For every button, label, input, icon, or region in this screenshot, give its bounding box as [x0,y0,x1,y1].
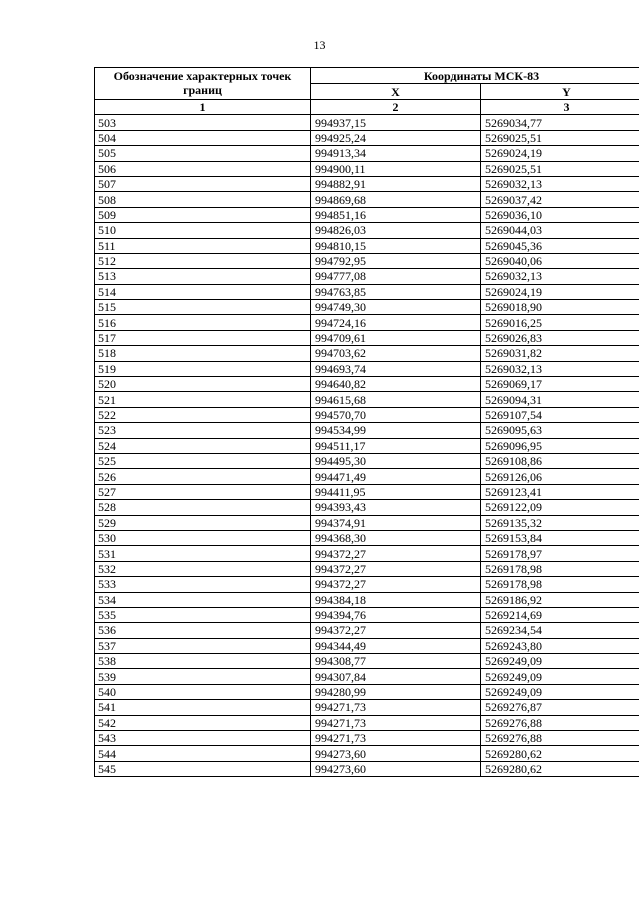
table-row [95,115,639,130]
y-coordinate-cell: 5269280,62 [481,746,639,761]
table-row [95,361,639,376]
table-row [95,407,639,422]
x-coordinate-cell: 994271,73 [311,700,481,715]
x-coordinate-cell: 994368,30 [311,530,481,545]
x-coordinate-cell: 994411,95 [311,484,481,499]
y-coordinate-cell: 5269094,31 [481,392,639,407]
point-number-cell: 506 [95,161,311,176]
point-number-cell: 518 [95,346,311,361]
column-number-3: 3 [481,100,639,115]
point-number-cell: 532 [95,561,311,576]
point-number-cell: 543 [95,731,311,746]
table-row [95,546,639,561]
table-row [95,315,639,330]
y-coordinate-cell: 5269036,10 [481,207,639,222]
table-row [95,192,639,207]
table-row [95,577,639,592]
x-coordinate-cell: 994372,27 [311,623,481,638]
table-row [95,130,639,145]
y-coordinate-cell: 5269126,06 [481,469,639,484]
y-coordinate-cell: 5269026,83 [481,330,639,345]
y-coordinate-cell: 5269045,36 [481,238,639,253]
table-row [95,392,639,407]
x-coordinate-cell: 994394,76 [311,607,481,622]
y-coordinate-cell: 5269178,98 [481,561,639,576]
y-coordinate-cell: 5269249,09 [481,684,639,699]
point-number-cell: 531 [95,546,311,561]
point-number-cell: 539 [95,669,311,684]
x-coordinate-cell: 994374,91 [311,515,481,530]
point-number-cell: 517 [95,330,311,345]
table-row [95,207,639,222]
x-coordinate-cell: 994851,16 [311,207,481,222]
point-number-cell: 537 [95,638,311,653]
table-row [95,423,639,438]
table-header [95,68,639,115]
point-number-cell: 538 [95,654,311,669]
y-coordinate-cell: 5269024,19 [481,284,639,299]
x-coordinate-cell: 994763,85 [311,284,481,299]
table-body [95,115,639,777]
x-header: X [311,84,481,100]
point-number-cell: 519 [95,361,311,376]
table-row [95,377,639,392]
point-number-cell: 503 [95,115,311,130]
y-coordinate-cell: 5269276,87 [481,700,639,715]
x-coordinate-cell: 994777,08 [311,269,481,284]
y-coordinate-cell: 5269214,69 [481,607,639,622]
point-number-cell: 509 [95,207,311,222]
y-coordinate-cell: 5269135,32 [481,515,639,530]
table-row [95,515,639,530]
point-number-cell: 507 [95,176,311,191]
y-coordinate-cell: 5269243,80 [481,638,639,653]
table-row [95,253,639,268]
point-number-cell: 527 [95,484,311,499]
page-number: 13 [313,38,326,52]
y-coordinate-cell: 5269123,41 [481,484,639,499]
x-coordinate-cell: 994393,43 [311,500,481,515]
y-coordinate-cell: 5269153,84 [481,530,639,545]
table-row [95,161,639,176]
y-coordinate-cell: 5269016,25 [481,315,639,330]
table-row [95,731,639,746]
coordinates-header: Координаты МСК-83 [311,68,639,84]
point-designation-header: Обозначение характерных точек границ [95,68,311,100]
column-number-1: 1 [95,100,311,115]
table-row [95,484,639,499]
x-coordinate-cell: 994615,68 [311,392,481,407]
x-coordinate-cell: 994273,60 [311,746,481,761]
point-number-cell: 521 [95,392,311,407]
point-number-cell: 510 [95,223,311,238]
point-number-cell: 526 [95,469,311,484]
table-row [95,146,639,161]
y-coordinate-cell: 5269024,19 [481,146,639,161]
table-row [95,269,639,284]
point-number-cell: 520 [95,377,311,392]
y-coordinate-cell: 5269034,77 [481,115,639,130]
point-number-cell: 540 [95,684,311,699]
x-coordinate-cell: 994344,49 [311,638,481,653]
y-coordinate-cell: 5269018,90 [481,300,639,315]
table-row [95,346,639,361]
x-coordinate-cell: 994925,24 [311,130,481,145]
table-row [95,654,639,669]
point-number-cell: 525 [95,453,311,468]
table-row [95,607,639,622]
point-number-cell: 515 [95,300,311,315]
table-row [95,561,639,576]
y-coordinate-cell: 5269069,17 [481,377,639,392]
point-number-cell: 505 [95,146,311,161]
y-coordinate-cell: 5269025,51 [481,161,639,176]
x-coordinate-cell: 994273,60 [311,761,481,776]
x-coordinate-cell: 994749,30 [311,300,481,315]
table-row [95,761,639,776]
point-number-cell: 529 [95,515,311,530]
x-coordinate-cell: 994271,73 [311,715,481,730]
x-coordinate-cell: 994307,84 [311,669,481,684]
x-coordinate-cell: 994709,61 [311,330,481,345]
coordinates-table [94,67,639,777]
table-row [95,300,639,315]
y-coordinate-cell: 5269032,13 [481,269,639,284]
table-row [95,176,639,191]
point-number-cell: 511 [95,238,311,253]
table-row [95,500,639,515]
x-coordinate-cell: 994372,27 [311,577,481,592]
x-coordinate-cell: 994703,62 [311,346,481,361]
y-coordinate-cell: 5269276,88 [481,715,639,730]
table-row [95,623,639,638]
y-coordinate-cell: 5269096,95 [481,438,639,453]
point-number-cell: 512 [95,253,311,268]
point-number-cell: 516 [95,315,311,330]
y-coordinate-cell: 5269108,86 [481,453,639,468]
point-number-cell: 541 [95,700,311,715]
x-coordinate-cell: 994913,34 [311,146,481,161]
x-coordinate-cell: 994511,17 [311,438,481,453]
point-number-cell: 535 [95,607,311,622]
y-coordinate-cell: 5269280,62 [481,761,639,776]
x-coordinate-cell: 994693,74 [311,361,481,376]
table-row [95,746,639,761]
x-coordinate-cell: 994792,95 [311,253,481,268]
x-coordinate-cell: 994570,70 [311,407,481,422]
point-number-cell: 530 [95,530,311,545]
y-coordinate-cell: 5269032,13 [481,361,639,376]
x-coordinate-cell: 994534,99 [311,423,481,438]
table-row [95,700,639,715]
y-coordinate-cell: 5269234,54 [481,623,639,638]
table-row [95,638,639,653]
x-coordinate-cell: 994372,27 [311,546,481,561]
x-coordinate-cell: 994471,49 [311,469,481,484]
column-number-2: 2 [311,100,481,115]
y-coordinate-cell: 5269040,06 [481,253,639,268]
point-number-cell: 528 [95,500,311,515]
point-number-cell: 533 [95,577,311,592]
x-coordinate-cell: 994280,99 [311,684,481,699]
table-row [95,669,639,684]
point-number-cell: 544 [95,746,311,761]
table-row [95,330,639,345]
y-coordinate-cell: 5269276,88 [481,731,639,746]
x-coordinate-cell: 994640,82 [311,377,481,392]
x-coordinate-cell: 994869,68 [311,192,481,207]
y-coordinate-cell: 5269095,63 [481,423,639,438]
x-coordinate-cell: 994308,77 [311,654,481,669]
point-number-cell: 542 [95,715,311,730]
y-coordinate-cell: 5269249,09 [481,654,639,669]
table-row [95,469,639,484]
x-coordinate-cell: 994826,03 [311,223,481,238]
x-coordinate-cell: 994372,27 [311,561,481,576]
point-number-cell: 524 [95,438,311,453]
table-row [95,438,639,453]
x-coordinate-cell: 994384,18 [311,592,481,607]
table-row [95,592,639,607]
y-coordinate-cell: 5269025,51 [481,130,639,145]
y-coordinate-cell: 5269031,82 [481,346,639,361]
table-row [95,453,639,468]
table-row [95,684,639,699]
x-coordinate-cell: 994724,16 [311,315,481,330]
table-row [95,223,639,238]
table-row [95,284,639,299]
point-number-cell: 514 [95,284,311,299]
point-number-cell: 508 [95,192,311,207]
x-coordinate-cell: 994271,73 [311,731,481,746]
point-number-cell: 504 [95,130,311,145]
y-coordinate-cell: 5269032,13 [481,176,639,191]
y-coordinate-cell: 5269044,03 [481,223,639,238]
y-coordinate-cell: 5269107,54 [481,407,639,422]
point-number-cell: 522 [95,407,311,422]
x-coordinate-cell: 994937,15 [311,115,481,130]
y-coordinate-cell: 5269178,97 [481,546,639,561]
y-coordinate-cell: 5269178,98 [481,577,639,592]
point-number-cell: 513 [95,269,311,284]
table-row [95,530,639,545]
y-coordinate-cell: 5269249,09 [481,669,639,684]
point-number-cell: 523 [95,423,311,438]
x-coordinate-cell: 994882,91 [311,176,481,191]
y-header: Y [481,84,639,100]
y-coordinate-cell: 5269122,09 [481,500,639,515]
x-coordinate-cell: 994810,15 [311,238,481,253]
point-number-cell: 545 [95,761,311,776]
table-row [95,715,639,730]
y-coordinate-cell: 5269186,92 [481,592,639,607]
x-coordinate-cell: 994900,11 [311,161,481,176]
point-number-cell: 536 [95,623,311,638]
table-row [95,238,639,253]
point-number-cell: 534 [95,592,311,607]
y-coordinate-cell: 5269037,42 [481,192,639,207]
x-coordinate-cell: 994495,30 [311,453,481,468]
